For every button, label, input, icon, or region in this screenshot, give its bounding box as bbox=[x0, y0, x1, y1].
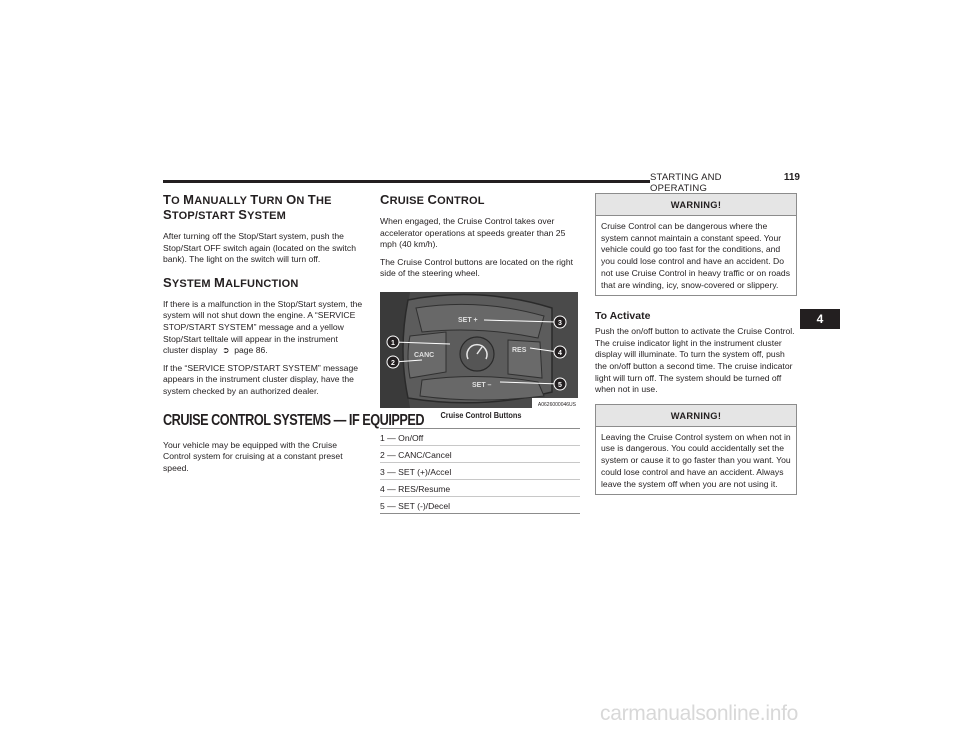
watermark: carmanualsonline.info bbox=[600, 702, 798, 725]
heading-cruise-control: CRUISE CONTROL bbox=[380, 192, 485, 207]
legend-item: 1 — On/Off bbox=[380, 429, 580, 446]
page-number: 119 bbox=[783, 172, 800, 183]
legend-item: 4 — RES/Resume bbox=[380, 480, 580, 497]
figure-label-canc: CANC bbox=[414, 351, 435, 359]
chapter-tab: 4 bbox=[800, 309, 840, 329]
warning-title: WARNING! bbox=[596, 405, 796, 427]
paragraph-to-activate: Push the on/off button to activate the Cruise Control. The cruise indicator light in the instrument cluster display will illuminate. To turn the system off, push the on/off button a second time. The cruise indicator light will turn off. The system should be turned off when not in use. bbox=[595, 326, 795, 395]
header-rule bbox=[163, 180, 650, 183]
figure-code: A0626000046US bbox=[537, 401, 576, 408]
svg-text:5: 5 bbox=[558, 381, 562, 389]
svg-text:4: 4 bbox=[558, 349, 562, 357]
paragraph-malfunction-2: If the “SERVICE STOP/START SYSTEM” message appears in the instrument cluster display, have the system checked by an authorized dealer. bbox=[163, 362, 359, 396]
heading-to-activate: To Activate bbox=[595, 310, 651, 323]
paragraph-cruise-2: The Cruise Control buttons are located on the right side of the steering wheel. bbox=[380, 256, 573, 279]
paragraph-cruise-1: When engaged, the Cruise Control takes over accelerator operations at speeds greater than 25 mph (40 km/h). bbox=[380, 216, 566, 250]
figure-legend bbox=[380, 428, 580, 514]
column-3 bbox=[595, 193, 798, 495]
legend-item: 5 — SET (-)/Decel bbox=[380, 500, 451, 511]
warning-title: WARNING! bbox=[596, 194, 796, 216]
svg-text:3: 3 bbox=[558, 319, 562, 327]
heading-cruise-control-systems: CRUISE CONTROL SYSTEMS — IF EQUIPPED bbox=[163, 411, 425, 429]
figure-caption: Cruise Control Buttons bbox=[440, 410, 522, 420]
legend-item: 3 — SET (+)/Accel bbox=[380, 463, 580, 480]
warning-box-1 bbox=[595, 193, 797, 296]
paragraph-manual-turn-on: After turning off the Stop/Start system, push the Stop/Start OFF switch again (located on the switch bank). The light on the switch will turn off. bbox=[163, 231, 356, 265]
column-2 bbox=[380, 193, 582, 514]
page-ref-arrow-icon: ➲ bbox=[219, 345, 232, 356]
figure-label-set-plus: SET + bbox=[458, 316, 478, 324]
page-header bbox=[650, 172, 800, 194]
svg-text:1: 1 bbox=[391, 339, 395, 347]
cruise-control-buttons-figure bbox=[380, 292, 578, 408]
svg-text:2: 2 bbox=[391, 359, 395, 367]
legend-item: 2 — CANC/Cancel bbox=[380, 446, 580, 463]
heading-system-malfunction: SYSTEM MALFUNCTION bbox=[163, 274, 299, 290]
warning-body: Leaving the Cruise Control system on when not in use is dangerous. You could accidentally set the system or cause it to go faster than you want. You could lose control and have an accident. Always leave the system off when you are not using it. bbox=[601, 431, 791, 489]
paragraph-cruise-systems: Your vehicle may be equipped with the Cruise Control system for cruising at a constant preset speed. bbox=[163, 439, 343, 473]
header-section-title: STARTING AND OPERATING bbox=[650, 172, 722, 194]
paragraph-malfunction-1 bbox=[163, 299, 363, 357]
steering-wheel-buttons-illustration bbox=[380, 292, 578, 408]
figure-label-res: RES bbox=[512, 346, 527, 354]
figure-label-set-minus: SET – bbox=[472, 381, 492, 389]
warning-body: Cruise Control can be dangerous where the system cannot maintain a constant speed. Your vehicle could go too fast for the conditions, and you could lose control and have an accident. Do not use Cruise Control in heavy traffic or on roads that are winding, icy, snow-covered or slippery. bbox=[601, 221, 790, 290]
page-reference-link[interactable]: page 86. bbox=[234, 345, 268, 356]
malfunction-text: If there is a malfunction in the Stop/Start system, the system will not shut down the engine. A “SERVICE STOP/START SYSTEM” message and a yellow Stop/Start telltale will appear in the instrument cluster display bbox=[163, 298, 363, 356]
warning-box-2 bbox=[595, 404, 797, 496]
heading-manual-turn-on: TO MANUALLY TURN ON THE STOP/START SYSTEM bbox=[163, 192, 332, 222]
